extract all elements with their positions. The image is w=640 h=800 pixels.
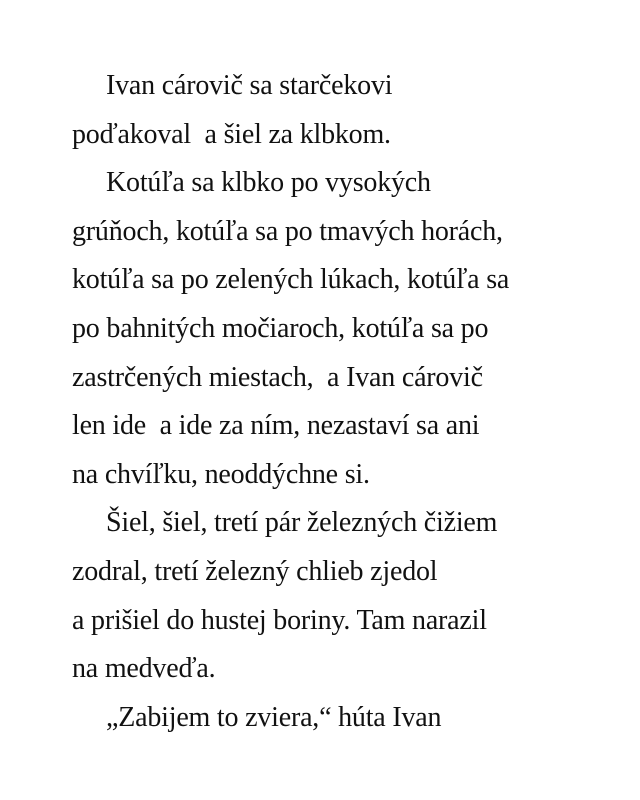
text-line-12: a prišiel do hustej boriny. Tam narazil: [72, 604, 487, 636]
text-line-3: Kotúľa sa klbko po vysokých: [106, 167, 431, 199]
text-line-8: len ide a ide za ním, nezastaví sa ani: [72, 410, 480, 442]
text-line-14: „Zabijem to zviera,“ húta Ivan: [106, 701, 442, 733]
text-line-4: grúňoch, kotúľa sa po tmavých horách,: [72, 215, 503, 247]
text-line-9: na chvíľku, neoddýchne si.: [72, 458, 370, 490]
text-line-5: kotúľa sa po zelených lúkach, kotúľa sa: [72, 264, 510, 296]
text-line-13: na medveďa.: [72, 653, 216, 685]
text-line-11: zodral, tretí železný chlieb zjedol: [72, 555, 438, 587]
text-line-10: Šiel, šiel, tretí pár železných čižiem: [106, 507, 498, 539]
text-line-2: poďakoval a šiel za klbkom.: [72, 118, 391, 150]
story-text: [72, 62, 612, 742]
text-line-7: zastrčených miestach, a Ivan cárovič: [72, 361, 483, 393]
text-line-1: Ivan cárovič sa starčekovi: [106, 70, 393, 101]
text-line-6: po bahnitých močiaroch, kotúľa sa po: [72, 312, 489, 344]
